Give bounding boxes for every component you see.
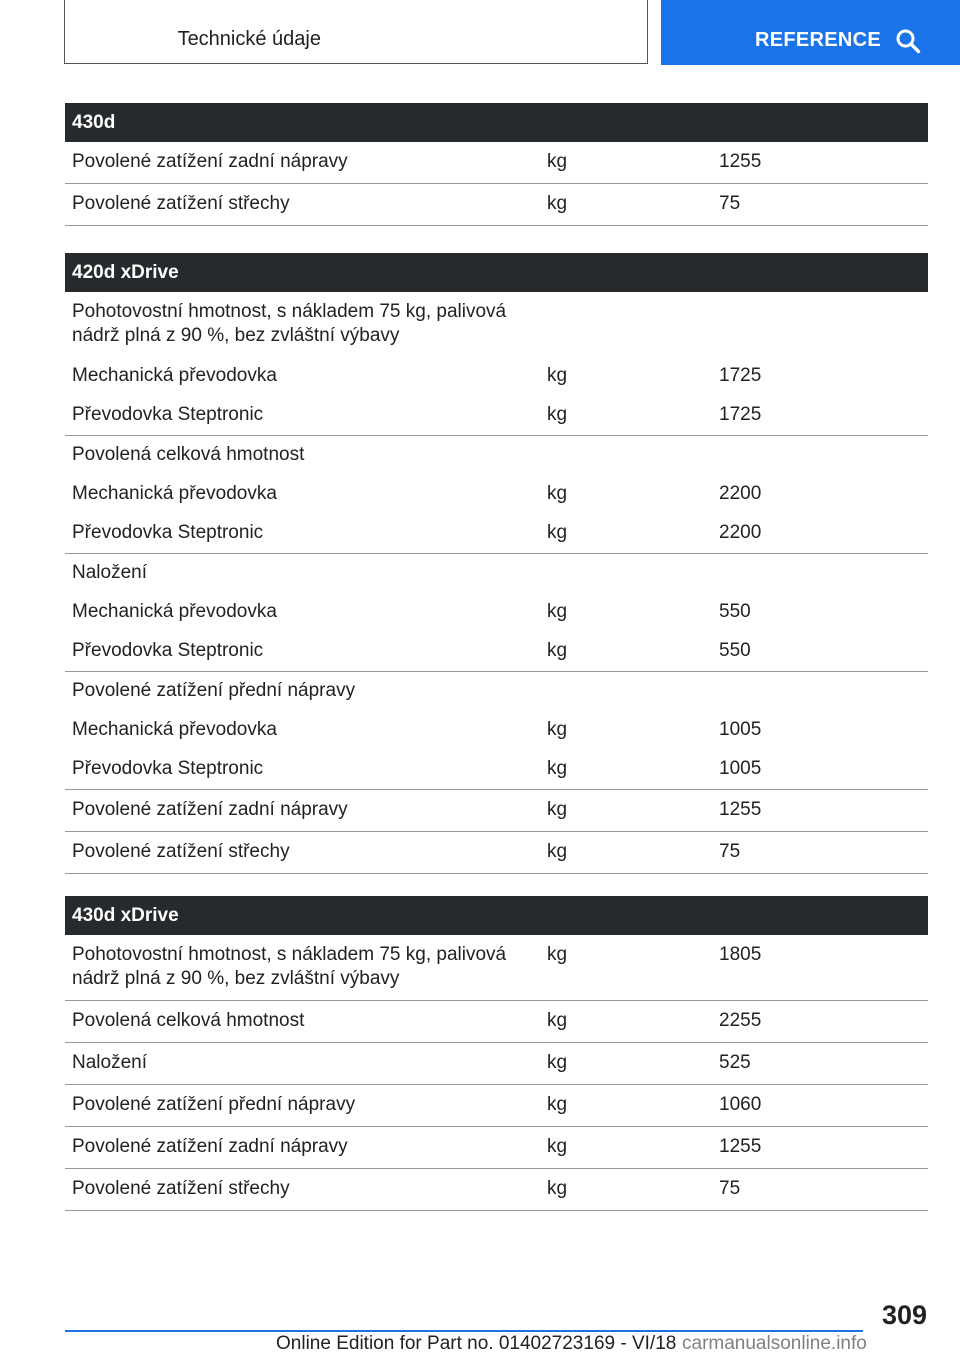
row-label: Povolené zatížení zadní nápravy: [65, 1127, 540, 1169]
group-header-row: [65, 672, 928, 712]
row-unit: kg: [540, 184, 712, 226]
row-value: 1725: [719, 365, 762, 386]
row-unit: kg: [540, 1127, 712, 1169]
row-value: 525: [712, 1043, 928, 1085]
row-value: 2200: [712, 514, 928, 554]
reference-label: REFERENCE: [755, 29, 882, 51]
row-value: 1255: [712, 790, 928, 832]
footer-divider: [65, 1330, 863, 1332]
row-value: 75: [712, 832, 928, 874]
row-unit: kg: [540, 790, 712, 832]
row-value: 1060: [712, 1085, 928, 1127]
table-row: [65, 1001, 928, 1043]
row-value: 1805: [712, 935, 928, 1001]
row-unit: kg: [547, 483, 568, 504]
row-unit: kg: [547, 365, 568, 386]
table-row: [65, 514, 928, 554]
table-row: [65, 711, 928, 750]
row-label: Převodovka Steptronic: [65, 750, 540, 790]
row-value: 1005: [719, 719, 762, 740]
row-label: Převodovka Steptronic: [65, 396, 540, 436]
row-value: 75: [712, 1169, 928, 1211]
table-row: [65, 832, 928, 874]
row-value: 550: [712, 632, 928, 672]
row-unit: kg: [540, 1043, 712, 1085]
group-header-row: [65, 436, 928, 476]
row-label: Mechanická převodovka: [72, 601, 277, 622]
row-label: Mechanická převodovka: [72, 719, 277, 740]
row-unit: kg: [540, 1001, 712, 1043]
row-label: Povolené zatížení střechy: [65, 1169, 540, 1211]
row-value: 2255: [712, 1001, 928, 1043]
section-title: Technické údaje: [177, 28, 321, 50]
header-section-box: [64, 0, 648, 64]
table-row: [65, 142, 928, 184]
reference-tab[interactable]: [661, 0, 960, 65]
table-title: 420d xDrive: [65, 253, 928, 292]
row-unit: kg: [540, 832, 712, 874]
table-row: [65, 632, 928, 672]
row-unit: kg: [540, 935, 712, 1001]
row-value: 75: [712, 184, 928, 226]
row-label: Převodovka Steptronic: [65, 632, 540, 672]
row-label: Povolené zatížení zadní nápravy: [65, 790, 540, 832]
row-unit: kg: [540, 396, 712, 436]
group-label: Naložení: [72, 562, 147, 583]
table-row: [65, 1169, 928, 1211]
row-label: Naložení: [65, 1043, 540, 1085]
table-row: [65, 1127, 928, 1169]
row-unit: kg: [547, 601, 568, 622]
row-unit: kg: [540, 1169, 712, 1211]
row-unit: kg: [540, 750, 712, 790]
table-row: [65, 593, 928, 632]
group-label: Povolená celková hmotnost: [72, 444, 305, 465]
search-icon[interactable]: [895, 28, 921, 54]
row-unit: kg: [540, 632, 712, 672]
table-row: [65, 935, 928, 1001]
table-row: [65, 750, 928, 790]
table-row: [65, 790, 928, 832]
row-label: Povolené zatížení zadní nápravy: [65, 142, 540, 184]
group-label: Povolené zatížení přední nápravy: [72, 680, 356, 701]
table-row: [65, 1085, 928, 1127]
row-value: 2200: [719, 483, 762, 504]
group-label: Pohotovostní hmotnost, s nákladem 75 kg, palivová nádrž plná z 90 %, bez zvláštní výbavy: [72, 301, 507, 346]
watermark: carmanualsonline.info: [682, 1333, 867, 1354]
row-value: 1255: [712, 142, 928, 184]
row-label: Mechanická převodovka: [72, 365, 277, 386]
spec-table-430d: [65, 103, 928, 226]
edition-text: Online Edition for Part no. 01402723169 - VI/18: [276, 1333, 677, 1354]
row-unit: kg: [540, 514, 712, 554]
row-unit: kg: [540, 142, 712, 184]
row-label: Pohotovostní hmotnost, s nákladem 75 kg, palivová nádrž plná z 90 %, bez zvláštní výbavy: [65, 935, 540, 1001]
table-title: 430d xDrive: [65, 896, 928, 935]
page-number: 309: [881, 1300, 927, 1330]
group-header-row: [65, 292, 928, 357]
spec-table-420d-xdrive: [65, 253, 928, 874]
row-label: Povolené zatížení přední nápravy: [65, 1085, 540, 1127]
table-row: [65, 396, 928, 436]
row-unit: kg: [540, 1085, 712, 1127]
row-value: 1725: [712, 396, 928, 436]
row-label: Povolená celková hmotnost: [65, 1001, 540, 1043]
table-row: [65, 475, 928, 514]
table-row: [65, 1043, 928, 1085]
spec-table-430d-xdrive: [65, 896, 928, 1211]
row-label: Povolené zatížení střechy: [65, 184, 540, 226]
row-value: 550: [719, 601, 751, 622]
row-value: 1255: [712, 1127, 928, 1169]
table-row: [65, 357, 928, 396]
table-row: [65, 184, 928, 226]
group-header-row: [65, 554, 928, 594]
row-unit: kg: [547, 719, 568, 740]
row-label: Převodovka Steptronic: [65, 514, 540, 554]
row-label: Mechanická převodovka: [72, 483, 277, 504]
table-title: 430d: [65, 103, 928, 142]
row-label: Povolené zatížení střechy: [65, 832, 540, 874]
row-value: 1005: [712, 750, 928, 790]
